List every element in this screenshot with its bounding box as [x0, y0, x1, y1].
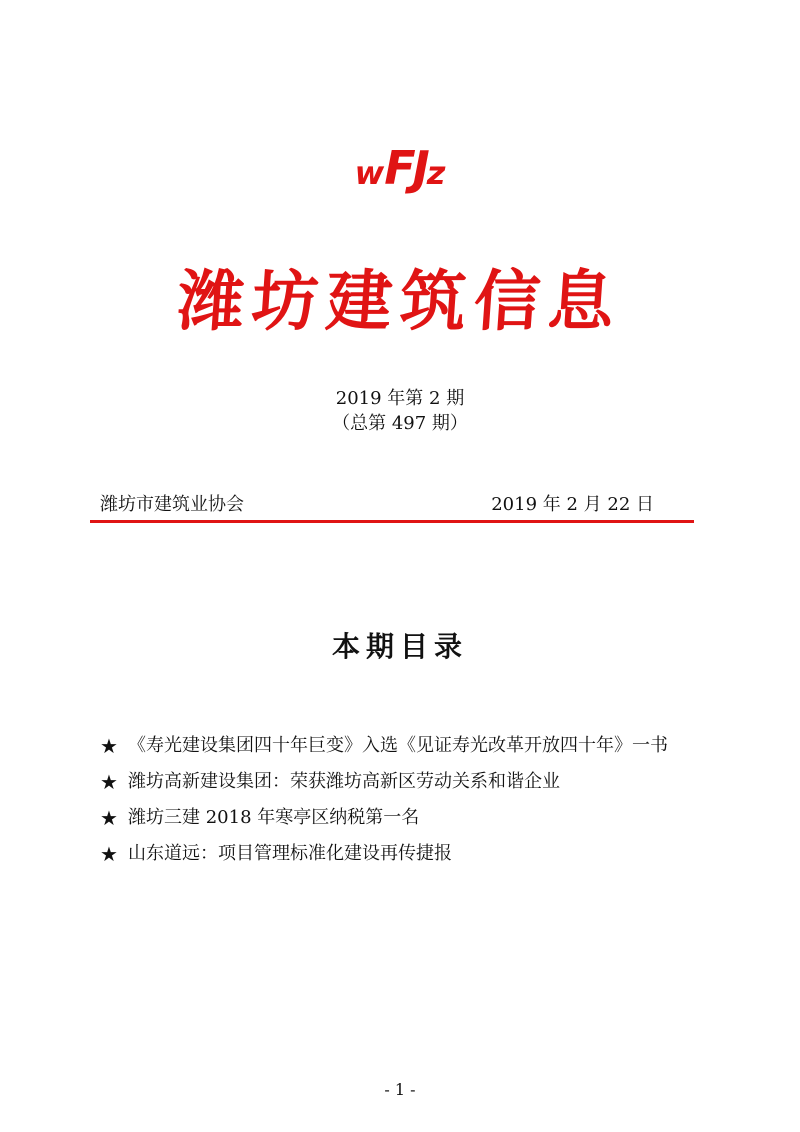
toc-item-text: 潍坊三建 2018 年寒亭区纳税第一名: [128, 807, 420, 828]
logo-letters-fj: FJ: [384, 141, 427, 195]
toc-heading: 本期目录: [331, 630, 468, 663]
issue-number: 2019 年第 2 期: [335, 388, 465, 409]
issue-total-number: （总第 497 期）: [332, 413, 468, 434]
star-icon: ★: [100, 734, 118, 758]
logo-letter-w: w: [354, 154, 385, 192]
wfjz-logo: [0, 140, 800, 201]
publish-date: 2019 年 2 月 22 日: [491, 494, 654, 515]
logo-letter-z: z: [426, 154, 446, 192]
red-divider-line: [90, 520, 694, 523]
publisher-info-bar: [100, 492, 692, 518]
star-icon: ★: [100, 770, 118, 794]
toc-item[interactable]: [100, 764, 720, 800]
toc-item[interactable]: [100, 800, 720, 836]
toc-item-text: 《寿光建设集团四十年巨变》入选《见证寿光改革开放四十年》一书: [128, 735, 668, 756]
toc-item[interactable]: [100, 836, 720, 872]
page-number: - 1 -: [384, 1080, 416, 1099]
publisher-name: 潍坊市建筑业协会: [100, 494, 244, 515]
toc-item-text: 山东道远：项目管理标准化建设再传捷报: [128, 843, 452, 864]
masthead-title: 潍坊建筑信息: [175, 263, 625, 340]
toc-item-text: 潍坊高新建设集团：荣获潍坊高新区劳动关系和谐企业: [128, 771, 560, 792]
toc-item[interactable]: [100, 728, 720, 764]
star-icon: ★: [100, 842, 118, 866]
toc-list: [100, 728, 720, 872]
star-icon: ★: [100, 806, 118, 830]
